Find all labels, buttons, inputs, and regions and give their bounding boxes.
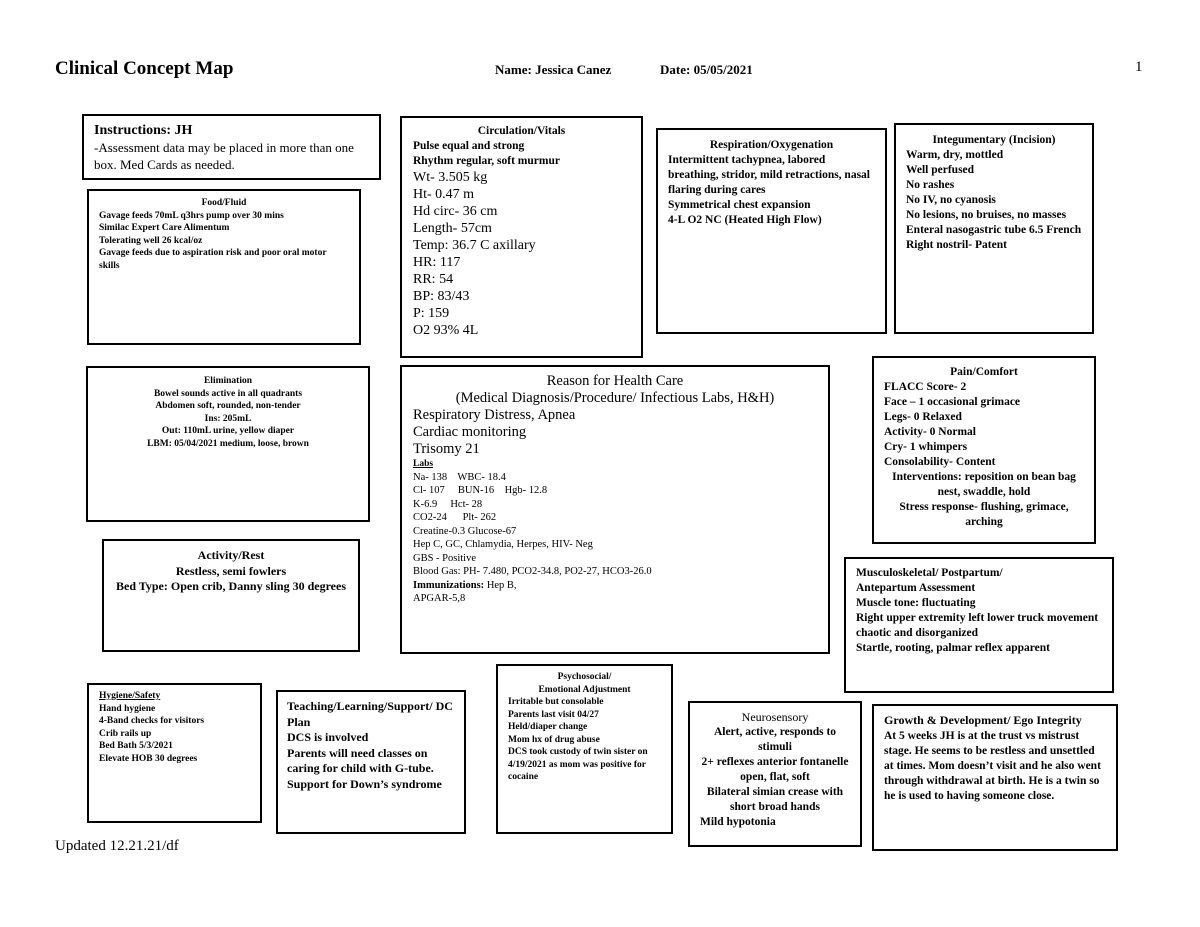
elimination-title: Elimination xyxy=(203,376,253,386)
vital-head-circ: Hd circ- 36 cm xyxy=(413,204,498,219)
vital-height: Ht- 0.47 m xyxy=(413,187,475,202)
page-number: 1 xyxy=(1135,59,1143,75)
immunizations-label: Immunizations: xyxy=(413,579,485,591)
pain-comfort-box xyxy=(872,356,1096,544)
hygiene-title: Hygiene/Safety xyxy=(99,691,161,701)
respiration-text: Intermittent tachypnea, labored breathing, stridor, mild retractions, nasal flaring during cares xyxy=(668,154,871,196)
hygiene-line: 4-Band checks for visitors xyxy=(99,716,205,726)
activity-rest-box xyxy=(102,539,360,652)
pain-title: Pain/Comfort xyxy=(950,366,1018,378)
circulation-bold-line: Pulse equal and strong xyxy=(413,140,525,152)
integumentary-line: No IV, no cyanosis xyxy=(906,194,996,206)
vital-weight: Wt- 3.505 kg xyxy=(413,170,488,185)
growth-text: At 5 weeks JH is at the trust vs mistrust stage. He seems to be restless and unsettled at times. Mom doesn’t visit and he also went through withdrawal at birth. He is a twin so he is used to having someone close. xyxy=(884,729,1101,802)
psychosocial-line: Held/diaper change xyxy=(508,722,588,732)
lab-line: GBS - Positive xyxy=(413,552,477,564)
vital-hr: HR: 117 xyxy=(413,255,461,270)
psychosocial-line: DCS took custody of twin sister on 4/19/2021 as mom was positive for cocaine xyxy=(508,747,648,782)
neurosensory-line: Alert, active, responds to stimuli xyxy=(713,726,837,753)
pain-line: Legs- 0 Relaxed xyxy=(884,411,962,423)
musculoskeletal-box xyxy=(844,557,1114,693)
teaching-line: DCS is involved xyxy=(287,730,369,744)
lab-line: K-6.9 Hct- 28 xyxy=(413,498,483,510)
food-fluid-title: Food/Fluid xyxy=(201,198,247,208)
respiration-line: 4-L O2 NC (Heated High Flow) xyxy=(668,214,822,226)
lab-line: Cl- 107 BUN-16 Hgb- 12.8 xyxy=(413,485,548,496)
integumentary-line: Well perfused xyxy=(906,164,975,176)
elimination-line: Abdomen soft, rounded, non-tender xyxy=(155,401,301,411)
activity-line: Bed Type: Open crib, Danny sling 30 degrees xyxy=(115,579,347,593)
hygiene-line: Hand hygiene xyxy=(99,703,156,714)
reason-title: Reason for Health Care xyxy=(546,373,684,389)
psychosocial-line: Mom hx of drug abuse xyxy=(508,734,600,745)
psychosocial-subtitle: Emotional Adjustment xyxy=(538,684,631,695)
teaching-line: Support for Down’s syndrome xyxy=(287,776,442,791)
food-fluid-line: Gavage feeds 70mL q3hrs pump over 30 mins xyxy=(99,210,284,221)
pain-line: Cry- 1 whimpers xyxy=(884,441,968,453)
elimination-line: Out: 110mL urine, yellow diaper xyxy=(161,426,295,436)
diagnosis: Trisomy 21 xyxy=(413,441,480,457)
reason-subtitle: (Medical Diagnosis/Procedure/ Infectious Labs, H&H) xyxy=(455,390,775,406)
teaching-learning-box xyxy=(276,690,466,834)
page-title: Clinical Concept Map xyxy=(55,58,234,79)
neurosensory-line: 2+ reflexes anterior fontanelle open, flat, soft xyxy=(701,756,849,783)
lab-line: Creatine-0.3 Glucose-67 xyxy=(413,525,517,537)
integumentary-line: Warm, dry, mottled xyxy=(906,149,1004,161)
activity-title: Activity/Rest xyxy=(197,548,265,562)
pain-line: Consolability- Content xyxy=(884,456,996,468)
pain-interventions: Interventions: reposition on bean bag nest, swaddle, hold xyxy=(892,471,1076,498)
neurosensory-title: Neurosensory xyxy=(741,710,809,724)
elimination-line: Bowel sounds active in all quadrants xyxy=(153,388,303,399)
vital-rr: RR: 54 xyxy=(413,272,454,287)
respiration-line: Symmetrical chest expansion xyxy=(668,199,811,211)
labs-label: Labs xyxy=(413,459,434,469)
updated-footer: Updated 12.21.21/df xyxy=(55,838,179,854)
pain-line: FLACC Score- 2 xyxy=(884,381,967,393)
instructions-title: Instructions: JH xyxy=(94,123,193,138)
psychosocial-line: Parents last visit 04/27 xyxy=(508,709,599,720)
food-fluid-line: Similac Expert Care Alimentum xyxy=(99,223,230,233)
vital-pulse: P: 159 xyxy=(413,306,450,321)
respiration-box xyxy=(656,128,887,334)
integumentary-line: Enteral nasogastric tube 6.5 French Right nostril- Patent xyxy=(906,224,1082,251)
instructions-box xyxy=(82,114,381,180)
psychosocial-title: Psychosocial/ xyxy=(557,672,612,682)
elimination-line: LBM: 05/04/2021 medium, loose, brown xyxy=(147,438,309,449)
lab-line: Hep C, GC, Chlamydia, Herpes, HIV- Neg xyxy=(413,539,593,550)
musculoskeletal-line: Muscle tone: fluctuating xyxy=(856,597,976,609)
teaching-line: Parents will need classes on caring for child with G-tube. xyxy=(287,745,434,775)
hygiene-line: Crib rails up xyxy=(99,728,152,739)
integumentary-box xyxy=(894,123,1094,334)
neurosensory-box xyxy=(688,701,862,847)
diagnosis: Cardiac monitoring xyxy=(413,424,527,440)
food-fluid-box xyxy=(87,189,361,345)
pain-line: Activity- 0 Normal xyxy=(884,426,976,438)
circulation-bold-line: Rhythm regular, soft murmur xyxy=(413,155,560,167)
integumentary-title: Integumentary (Incision) xyxy=(932,134,1056,146)
document-date: Date: 05/05/2021 xyxy=(660,62,753,77)
circulation-title: Circulation/Vitals xyxy=(477,125,566,137)
pain-line: Face – 1 occasional grimace xyxy=(884,396,1021,408)
growth-development-box xyxy=(872,704,1118,851)
hygiene-safety-box xyxy=(87,683,262,823)
lab-line: CO2-24 Plt- 262 xyxy=(413,512,497,523)
instructions-text: -Assessment data may be placed in more than one box. Med Cards as needed. xyxy=(94,140,354,172)
hygiene-line: Elevate HOB 30 degrees xyxy=(99,753,198,764)
food-fluid-line: Gavage feeds due to aspiration risk and poor oral motor skills xyxy=(99,248,327,271)
psychosocial-line: Irritable but consolable xyxy=(508,697,604,707)
vital-bp: BP: 83/43 xyxy=(413,289,470,304)
immunizations-value: Hep B, xyxy=(484,579,517,591)
apgar: APGAR-5,8 xyxy=(413,593,466,604)
student-name: Name: Jessica Canez xyxy=(495,62,612,77)
immunizations xyxy=(413,579,817,593)
reason-health-care-box xyxy=(400,365,830,654)
elimination-line: Ins: 205mL xyxy=(204,413,252,424)
musculoskeletal-title: Musculoskeletal/ Postpartum/ Antepartum Assessment xyxy=(856,567,1003,594)
activity-line: Restless, semi fowlers xyxy=(175,563,287,578)
respiration-title: Respiration/Oxygenation xyxy=(709,139,834,151)
lab-line: Na- 138 WBC- 18.4 xyxy=(413,471,506,483)
musculoskeletal-line: Right upper extremity left lower truck movement chaotic and disorganized xyxy=(856,612,1099,639)
circulation-vitals-box xyxy=(400,116,643,358)
integumentary-line: No rashes xyxy=(906,179,955,191)
growth-title: Growth & Development/ Ego Integrity xyxy=(884,713,1082,727)
food-fluid-line: Tolerating well 26 kcal/oz xyxy=(99,235,203,246)
hygiene-line: Bed Bath 5/3/2021 xyxy=(99,741,173,751)
elimination-box xyxy=(86,366,370,522)
integumentary-line: No lesions, no bruises, no masses xyxy=(906,209,1067,221)
vital-temp: Temp: 36.7 C axillary xyxy=(413,238,536,253)
psychosocial-box xyxy=(496,664,673,834)
pain-stress-response: Stress response- flushing, grimace, arching xyxy=(899,501,1069,528)
lab-line: Blood Gas: PH- 7.480, PCO2-34.8, PO2-27, HCO3-26.0 xyxy=(413,566,652,577)
vital-o2: O2 93% 4L xyxy=(413,323,479,338)
diagnosis: Respiratory Distress, Apnea xyxy=(413,407,576,423)
vital-length: Length- 57cm xyxy=(413,221,492,236)
neurosensory-line: Mild hypotonia xyxy=(700,816,776,828)
musculoskeletal-line: Startle, rooting, palmar reflex apparent xyxy=(856,642,1050,654)
teaching-title: Teaching/Learning/Support/ DC Plan xyxy=(287,699,453,729)
neurosensory-line: Bilateral simian crease with short broad hands xyxy=(706,786,844,813)
